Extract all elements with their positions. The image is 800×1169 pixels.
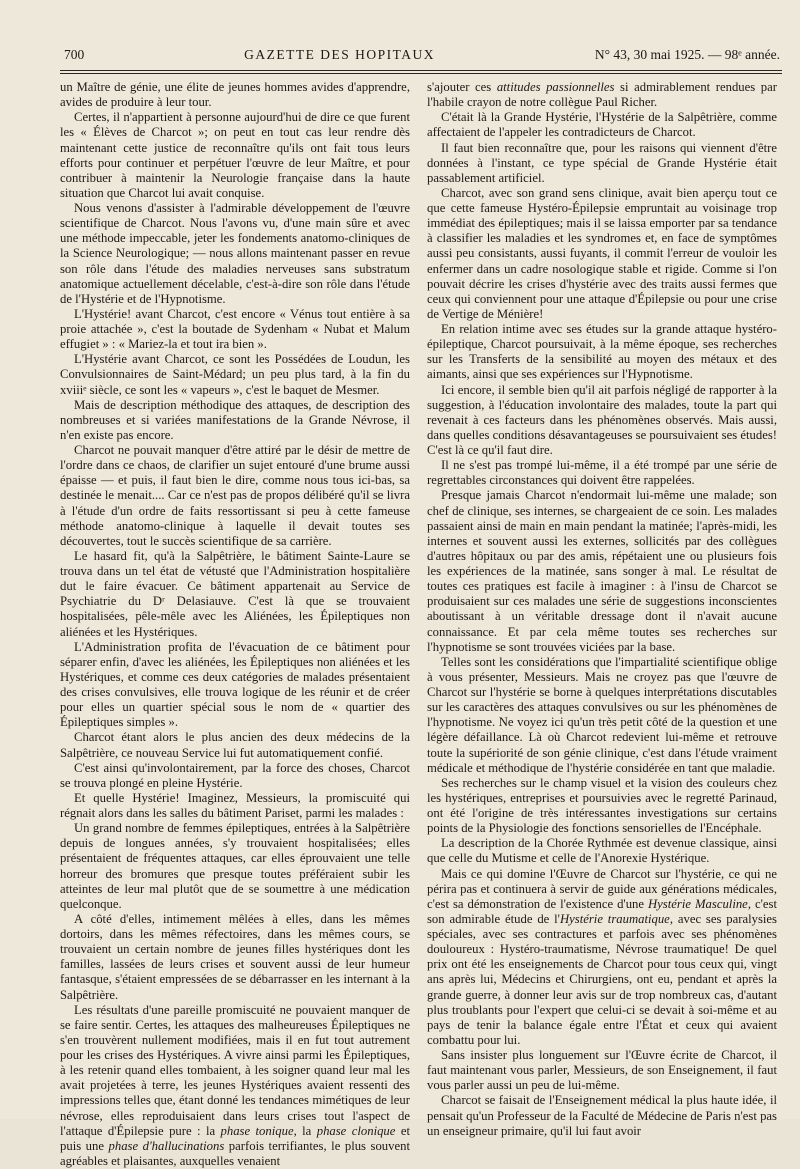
paragraph: Ici encore, il semble bien qu'il ait parfois négligé de rapporter à la suggestion, à l'éducation involontaire des malades, toute la part qui revenait à ces facteurs dans les phénomènes observés. Mais aussi, dans quelles conditions désavantageuses se poursuivaient ses études! C'est là ce qu'il faut dire. [427, 382, 777, 457]
header-rule-thin [60, 73, 782, 74]
paragraph: Certes, il n'appartient à personne aujourd'hui de dire ce que furent les « Élèves de Charcot »; on peut en tout cas leur rendre dès maintenant cette justice de reconnaître qu'ils ont fait tous leurs efforts pour continuer et perpétuer l'œuvre de leur Maître, et pour contribuer à maintenir la Neurologie française dans la haute situation que Charcot lui avait conquise. [60, 110, 410, 200]
issue-info: N° 43, 30 mai 1925. — 98ᵉ année. [594, 47, 780, 62]
journal-title: GAZETTE DES HOPITAUX [244, 47, 436, 62]
paragraph: Un grand nombre de femmes épileptiques, entrées à la Salpêtrière depuis de longues années, s'y trouvaient hospitalisées; elles présentaient de fréquentes attaques, car elles éprouvaient une telle horreur des bromures que presque toutes préféraient subir les atteintes de leur mal plutôt que de se soumettre à une médication quelconque. [60, 821, 410, 911]
paragraph: Telles sont les considérations que l'impartialité scientifique oblige à vous présenter, Messieurs. Mais ne croyez pas que l'œuvre de Charcot sur l'hystérie se borne à quelques interprétations discutables sur les caractères des attaques convulsives ou sur les phénomènes de l'hypnotisme. Ne voyez ici qu'un très petit côté de la question et une légère défaillance. Là où Charcot redevient lui-même et retrouve toute la supériorité de son génie clinique, c'est dans l'étude vraiment médicale et méthodique de l'hystérie considérée en tant que maladie. [427, 654, 777, 775]
paragraph: Mais ce qui domine l'Œuvre de Charcot sur l'hystérie, ce qui ne périra pas et continuera à servir de guide aux générations médicales, c'est sa démonstration de l'existence d'une Hystérie Masculine, c'est son admirable étude de l'Hystérie traumatique, avec ses paralysies spéciales, avec ses contractures et parfois avec ses phénomènes douloureux : Hystéro-traumatisme, Névrose traumatique! De quel prix ont été les enseignements de Charcot pour tous ceux qui, vingt ans après lui, Médecins et Chirurgiens, ont eu, pendant et après la grande guerre, à donner leur avis sur de trop nombreux cas, d'autant plus troublants pour l'expert que celui-ci se devait à soi-même et au pays de tenir la balance égale entre l'État et ceux qui avaient combattu pour lui. [427, 866, 777, 1047]
paragraph: L'Hystérie! avant Charcot, c'est encore « Vénus tout entière à sa proie attachée », c'est la boutade de Sydenham « Nubat et Malum effugiet » : « Mariez-la et tout ira bien ». [60, 306, 410, 352]
paragraph: Charcot étant alors le plus ancien des deux médecins de la Salpêtrière, ce nouveau Service lui fut automatiquement confié. [60, 730, 410, 760]
page-header [64, 44, 780, 66]
paragraph: La description de la Chorée Rythmée est devenue classique, ainsi que celle du Mutisme et celle de l'Anorexie Hystérique. [427, 836, 777, 866]
paragraph: C'était là la Grande Hystérie, l'Hystérie de la Salpêtrière, comme affectaient de l'appeler les contradicteurs de Charcot. [427, 110, 777, 140]
paragraph: un Maître de génie, une élite de jeunes hommes avides d'apprendre, avides de produire à leur tour. [60, 80, 410, 110]
paragraph: s'ajouter ces attitudes passionnelles si admirablement rendues par l'habile crayon de notre collègue Paul Richer. [427, 80, 777, 110]
right-column [427, 80, 777, 1138]
paragraph: A côté d'elles, intimement mêlées à elles, dans les mêmes dortoirs, dans les mêmes réfectoires, dans les mêmes cours, se trouvaient un certain nombre de jeunes filles hystériques dont les familles, lassées de leurs crises et souvent aussi de leur humeur fantasque, s'étaient empressées de se débarrasser en les internant à la Salpêtrière. [60, 911, 410, 1002]
left-column [60, 80, 410, 1168]
paragraph: En relation intime avec ses études sur la grande attaque hystéro-épileptique, Charcot poursuivait, à la même époque, ses recherches sur les Transferts de la sensibilité au moyen des métaux et des aimants, ainsi que ses expériences sur l'Hypnotisme. [427, 322, 777, 382]
paragraph: Ses recherches sur le champ visuel et la vision des couleurs chez les hystériques, entreprises et poursuivies avec le regretté Parinaud, ont été l'origine de très intéressantes investigations sur certains points de la Physiologie des fonctions sensorielles de l'Encéphale. [427, 775, 777, 836]
paragraph: Il faut bien reconnaître que, pour les raisons qui viennent d'être données à l'instant, ce type spécial de Grande Hystérie était passablement artificiel. [427, 140, 777, 185]
paragraph: Charcot se faisait de l'Enseignement médical la plus haute idée, il pensait qu'un Professeur de la Faculté de Médecine de Paris n'est pas un enseigneur primaire, qu'il lui faut avoir [427, 1093, 777, 1138]
paragraph: Charcot, avec son grand sens clinique, avait bien aperçu tout ce que cette fameuse Hystéro-Épilepsie empruntait au voisinage trop immédiat des épileptiques; mais il se laissa emporter par sa tendance à classifier les maladies et les syndromes et, en face de symptômes aussi peu consistants, aussi fuyants, il commit l'erreur de vouloir les enfermer dans un cadre nosologique stable et rigide. Comme si l'on pouvait décrire les crises d'hystérie avec des traits aussi fermes que ceux qui conviennent pour une attaque d'Épilepsie ou pour une crise de Vertige de Ménière! [427, 185, 777, 321]
paragraph: Et quelle Hystérie! Imaginez, Messieurs, la promiscuité qui régnait alors dans les salles du bâtiment Pariset, parmi les malades : [60, 790, 410, 820]
paragraph: Le hasard fit, qu'à la Salpêtrière, le bâtiment Sainte-Laure se trouva dans un tel état de vétusté que l'Administration hospitalière dut le faire évacuer. Ce bâtiment appartenait au Service de Psychiatrie du Dʳ Delasiauve. C'est là que se trouvaient hospitalisées, pêle-mêle avec les Aliénées, les Épileptiques non aliénées et les Hystériques. [60, 548, 410, 639]
paragraph: Il ne s'est pas trompé lui-même, il a été trompé par une série de regrettables circonstances qui doivent être rappelées. [427, 458, 777, 488]
paragraph: L'Administration profita de l'évacuation de ce bâtiment pour séparer enfin, d'avec les aliénées, les Épileptiques non aliénées et les Hystériques, et comme ces deux catégories de malades présentaient des crises convulsives, elle trouva logique de les réunir et de créer pour elles un quartier spécial sous le nom de « quartier des Épileptiques simples ». [60, 639, 410, 730]
paragraph: Charcot ne pouvait manquer d'être attiré par le désir de mettre de l'ordre dans ce chaos, de clarifier un sujet entouré d'une brume aussi épaisse — et puis, il faut bien le dire, comme nous tous ici-bas, sa destinée le menait.... Car ce n'est pas de propos délibéré qu'il se livra à l'étude d'un ordre de faits ressortissant si peu à cette fameuse méthode anatomo-clinique à laquelle il devait toutes ses découvertes, tout le succès scientifique de sa carrière. [60, 443, 410, 548]
page-number: 700 [64, 47, 85, 62]
paragraph: Mais de description méthodique des attaques, de description des nombreuses et si variées manifestations de la Grande Névrose, il n'en existe pas encore. [60, 397, 410, 442]
paragraph: Presque jamais Charcot n'endormait lui-même une malade; son chef de clinique, ses internes, se chargeaient de ce soin. Les malades passaient ainsi de main en main pendant la matinée; l'après-midi, les internes et souvent aussi les externes, sollicités par des collègues d'autres hôpitaux ou par des amis, répétaient une ou plusieurs fois les expériences de la matinée, sans songer à mal. Le résultat de toutes ces pratiques est facile à imaginer : à l'insu de Charcot se produisaient sur ces malades une série de suggestions inconscientes aboutissant à un véritable dressage dont il n'avait aucune connaissance. Et par cela même toutes ses recherches sur l'hypnotisme se sont trouvées viciées par la base. [427, 488, 777, 654]
paragraph: Sans insister plus longuement sur l'Œuvre écrite de Charcot, il faut maintenant vous parler, Messieurs, de son Enseignement, il faut vous parler aussi un peu de lui-même. [427, 1048, 777, 1093]
paragraph: L'Hystérie avant Charcot, ce sont les Possédées de Loudun, les Convulsionnaires de Saint-Médard; un peu plus tard, à la fin du xviiiᵉ siècle, ce sont les « vapeurs », c'est le baquet de Mesmer. [60, 352, 410, 397]
paragraph: Nous venons d'assister à l'admirable développement de l'œuvre scientifique de Charcot. Nous l'avons vu, d'une main sûre et avec une méthode impeccable, jeter les fondements anatomo-cliniques de la Science Neurologique; — nous allons maintenant passer en revue son rôle dans l'étude des maladies nerveuses sans substratum anatomique actuellement décelable, c'est-à-dire son rôle dans l'étude de l'Hystérie et de l'Hypnotisme. [60, 201, 410, 306]
paragraph: C'est ainsi qu'involontairement, par la force des choses, Charcot se trouva plongé en pleine Hystérie. [60, 760, 410, 790]
header-rule [60, 70, 782, 71]
paragraph: Les résultats d'une pareille promiscuité ne pouvaient manquer de se faire sentir. Certes, les attaques des malheureuses Épileptiques ne s'en trouvèrent nullement modifiées, mais il en fut tout autrement pour les crises des Hystériques. A vivre ainsi parmi les Épileptiques, à les retenir quand elles tombaient, à les soigner quand leur mal les avait projetées à terre, les jeunes Hystériques avaient ressenti des impressions telles que, étant donné les tendances mimétiques de leur névrose, elles reproduisaient dans leurs crises tout l'aspect de l'attaque d'Épilepsie pure : la phase tonique, la phase clonique et puis une phase d'hallucinations parfois terrifiantes, le plus souvent agréables et plaisantes, auxquelles venaient [60, 1002, 410, 1168]
